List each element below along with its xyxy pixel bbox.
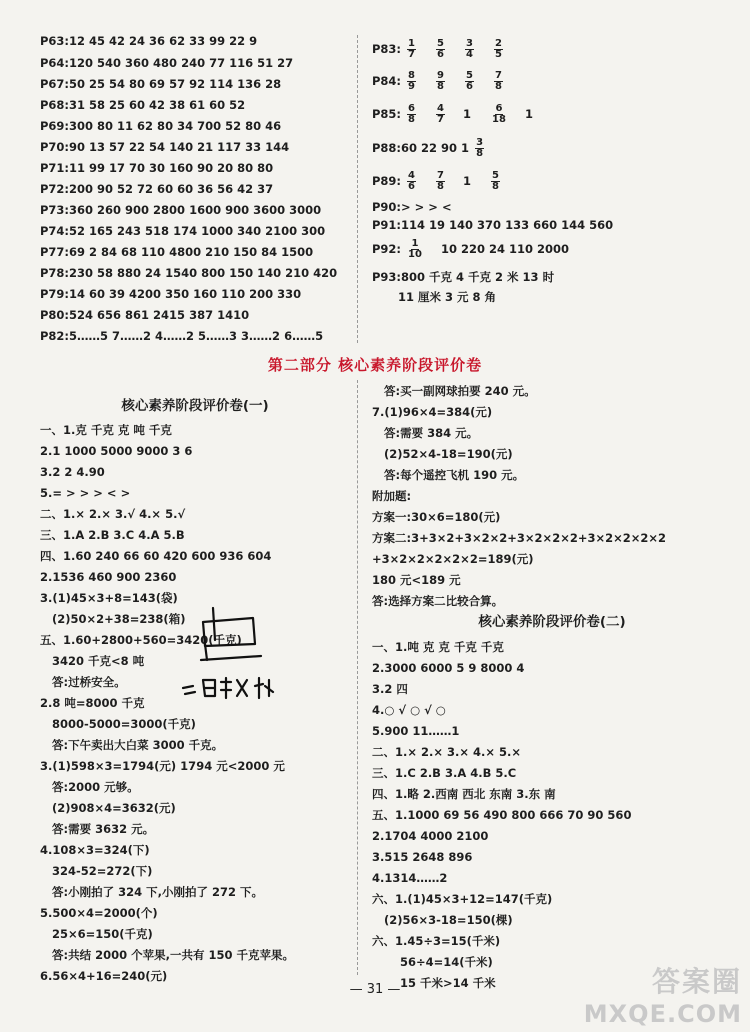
answer-line-p83: P83: $\frac{1}{7}$ $\frac{5}{6}$ $\frac{3}{4}$ $\frac{2}{5}$ [372, 38, 502, 60]
exam1-title: 核心素养阶段评价卷(一) [121, 398, 269, 414]
answer-line: 8000-5000=3000(千克) [52, 717, 196, 731]
watermark-logo-text: 答案圈 [651, 965, 742, 998]
answer-line: 一、1.吨 克 克 千克 千克 [372, 640, 504, 654]
answer-line: (2)908×4=3632(元) [52, 801, 176, 815]
answer-line: 2.1536 460 900 2360 [40, 570, 177, 584]
answer-line: 56÷4=14(千米) [400, 955, 493, 969]
page-number: — 31 — [349, 982, 401, 997]
answer-line: 答:需要 384 元。 [384, 426, 479, 440]
handwriting-scribble [175, 600, 285, 705]
answer-line: 五、1.60+2800+560=3420(千克) [40, 633, 242, 647]
answer-line: 7.(1)96×4=384(元) [372, 405, 493, 419]
answer-line: P73:360 260 900 2800 1600 900 3600 3000 [40, 203, 322, 217]
answer-line: 答:共结 2000 个苹果,一共有 150 千克苹果。 [52, 948, 294, 962]
answer-line: 答:每个遥控飞机 190 元。 [384, 468, 525, 482]
answer-line: P78:230 58 880 24 1540 800 150 140 210 420 [40, 266, 338, 280]
answer-line: 2.3000 6000 5 9 8000 4 [372, 661, 525, 675]
answer-line: 6.56×4+16=240(元) [40, 969, 168, 983]
answer-line: 方案一:30×6=180(元) [372, 510, 501, 524]
answer-line: (2)56×3-18=150(棵) [384, 913, 513, 927]
answer-line: P63:12 45 42 24 36 62 33 99 22 9 [40, 34, 258, 48]
answer-line-p84: P84: $\frac{8}{9}$ $\frac{9}{8}$ $\frac{5}{6}$ $\frac{7}{8}$ [372, 70, 502, 92]
answer-line: 三、1.C 2.B 3.A 4.B 5.C [372, 766, 517, 780]
answer-line: 3.515 2648 896 [372, 850, 473, 864]
answer-line: 3420 千克<8 吨 [52, 654, 145, 668]
answer-line: 四、1.60 240 66 60 420 600 936 604 [40, 549, 272, 563]
column-divider-top [357, 35, 358, 343]
answer-line: 4.○ √ ○ √ ○ [372, 703, 446, 717]
answer-line-p88: P88:60 22 90 1 $\frac{3}{8}$ [372, 137, 484, 159]
answer-line: 4.108×3=324(下) [40, 843, 150, 857]
answer-line-p92: P92: $\frac{1}{10}$ 10 220 24 110 2000 [372, 238, 570, 260]
answer-line: 324-52=272(下) [52, 864, 153, 878]
answer-line: P64:120 540 360 480 240 77 116 51 27 [40, 56, 294, 70]
answer-line: 答:选择方案二比较合算。 [372, 594, 504, 608]
answer-line: 4.1314……2 [372, 871, 448, 885]
answer-line: 2.1704 4000 2100 [372, 829, 489, 843]
answer-line: 3.2 2 4.90 [40, 465, 105, 479]
answer-line: 2.1 1000 5000 9000 3 6 [40, 444, 193, 458]
answer-line-p91: P91:114 19 140 370 133 660 144 560 [372, 218, 614, 232]
answer-line: (2)50×2+38=238(箱) [52, 612, 186, 626]
answer-line: 5.900 11……1 [372, 724, 460, 738]
answer-line: 2.8 吨=8000 千克 [40, 696, 145, 710]
answer-line: 5.500×4=2000(个) [40, 906, 158, 920]
answer-line: P74:52 165 243 518 174 1000 340 2100 300 [40, 224, 326, 238]
answer-line: 5.= > > > < > [40, 486, 131, 500]
column-divider-bottom [357, 380, 358, 975]
answer-line: 五、1.1000 69 56 490 800 666 70 90 560 [372, 808, 632, 822]
answer-line: (2)52×4-18=190(元) [384, 447, 513, 461]
answer-line-p93: P93:800 千克 4 千克 2 米 13 时 [372, 270, 555, 284]
answer-line: P70:90 13 57 22 54 140 21 117 33 144 [40, 140, 290, 154]
answer-line: 25×6=150(千克) [52, 927, 153, 941]
answer-line: 六、1.(1)45×3+12=147(千克) [372, 892, 553, 906]
watermark [584, 960, 742, 1028]
answer-line: 3.2 四 [372, 682, 408, 696]
answer-line: 答:小刚拍了 324 下,小刚拍了 272 下。 [52, 885, 263, 899]
answer-line: P80:524 656 861 2415 387 1410 [40, 308, 250, 322]
answer-line: 六、1.45÷3=15(千米) [372, 934, 501, 948]
answer-line: 15 千米>14 千米 [400, 976, 496, 990]
answer-line: 180 元<189 元 [372, 573, 461, 587]
answer-line-p85: P85: $\frac{6}{8}$ $\frac{4}{7}$ 1 $\frac{6}{18}$ 1 [372, 103, 533, 125]
answer-line: P67:50 25 54 80 69 57 92 114 136 28 [40, 77, 282, 91]
watermark-url: MXQE.COM [583, 1000, 742, 1028]
answer-line: 附加题: [372, 489, 412, 503]
answer-line: +3×2×2×2×2×2=189(元) [372, 552, 534, 566]
section-title: 第二部分 核心素养阶段评价卷 [267, 356, 483, 374]
answer-line: P77:69 2 84 68 110 4800 210 150 84 1500 [40, 245, 314, 259]
answer-line: 三、1.A 2.B 3.C 4.A 5.B [40, 528, 185, 542]
answer-line: 答:2000 元够。 [52, 780, 139, 794]
answer-line: 3.(1)598×3=1794(元) 1794 元<2000 元 [40, 759, 285, 773]
answer-line: P71:11 99 17 70 30 160 90 20 80 80 [40, 161, 274, 175]
answer-line: 二、1.× 2.× 3.√ 4.× 5.√ [40, 507, 186, 521]
answer-line-p90: P90:> > > < [372, 200, 452, 214]
answer-line: 二、1.× 2.× 3.× 4.× 5.× [372, 745, 522, 759]
answer-line: 答:买一副网球拍要 240 元。 [384, 384, 536, 398]
answer-line: P68:31 58 25 60 42 38 61 60 52 [40, 98, 246, 112]
exam2-title: 核心素养阶段评价卷(二) [478, 614, 626, 630]
answer-line: P69:300 80 11 62 80 34 700 52 80 46 [40, 119, 282, 133]
answer-line: 答:需要 3632 元。 [52, 822, 155, 836]
answer-line: P82:5……5 7……2 4……2 5……3 3……2 6……5 [40, 329, 324, 343]
answer-line: 一、1.克 千克 克 吨 千克 [40, 423, 172, 437]
answer-line: P79:14 60 39 4200 350 160 110 200 330 [40, 287, 302, 301]
answer-line: 方案二:3+3×2+3×2×2+3×2×2×2+3×2×2×2×2 [372, 531, 667, 545]
answer-line-p89: P89: $\frac{4}{6}$ $\frac{7}{8}$ 1 $\frac{5}{8}$ [372, 170, 500, 192]
answer-line: 答:过桥安全。 [52, 675, 126, 689]
answer-line: 答:下午卖出大白菜 3000 千克。 [52, 738, 224, 752]
answer-line: 四、1.略 2.西南 西北 东南 3.东 南 [372, 787, 556, 801]
answer-line: 3.(1)45×3+8=143(袋) [40, 591, 178, 605]
answer-line-p93-cont: 11 厘米 3 元 8 角 [398, 290, 497, 304]
answer-line: P72:200 90 52 72 60 60 36 56 42 37 [40, 182, 274, 196]
